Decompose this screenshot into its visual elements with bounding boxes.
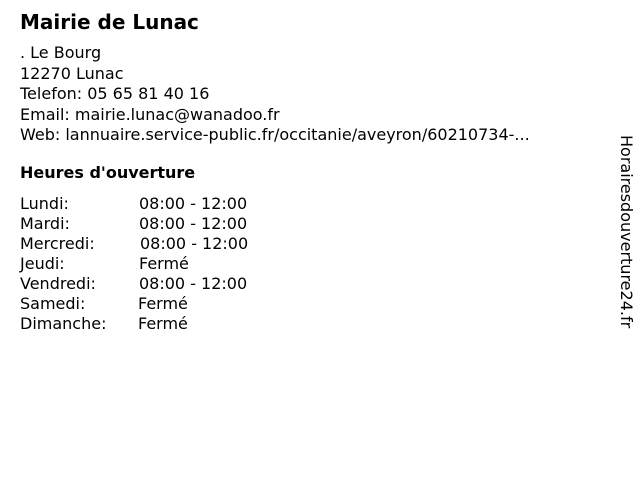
email-address: Email: mairie.lunac@wanadoo.fr — [20, 104, 280, 124]
city-postcode: 12270 Lunac — [20, 63, 124, 83]
day-label: Jeudi: — [20, 254, 65, 273]
site-watermark: Horairesdouverture24.fr — [617, 135, 636, 329]
day-label: Samedi: — [20, 294, 86, 313]
day-label: Lundi: — [20, 194, 69, 213]
phone-number: Telefon: 05 65 81 40 16 — [20, 84, 210, 103]
day-hours: 08:00 - 12:00 — [139, 214, 248, 233]
opening-hours-heading: Heures d'ouverture — [20, 163, 196, 182]
day-hours: Fermé — [139, 254, 189, 273]
day-label: Dimanche: — [20, 314, 107, 333]
day-label: Mercredi: — [20, 234, 95, 253]
day-hours: 08:00 - 12:00 — [139, 274, 248, 293]
day-label: Mardi: — [20, 214, 70, 233]
day-hours: Fermé — [138, 294, 188, 313]
address-block — [20, 43, 530, 146]
street-address: . Le Bourg — [20, 43, 102, 62]
day-label: Vendredi: — [20, 274, 96, 293]
day-hours: Fermé — [138, 314, 188, 333]
day-hours: 08:00 - 12:00 — [140, 234, 249, 253]
website-url: Web: lannuaire.service-public.fr/occitanie/aveyron/60210734-... — [20, 125, 530, 144]
page-title: Mairie de Lunac — [20, 10, 199, 34]
day-hours: 08:00 - 12:00 — [139, 194, 248, 213]
